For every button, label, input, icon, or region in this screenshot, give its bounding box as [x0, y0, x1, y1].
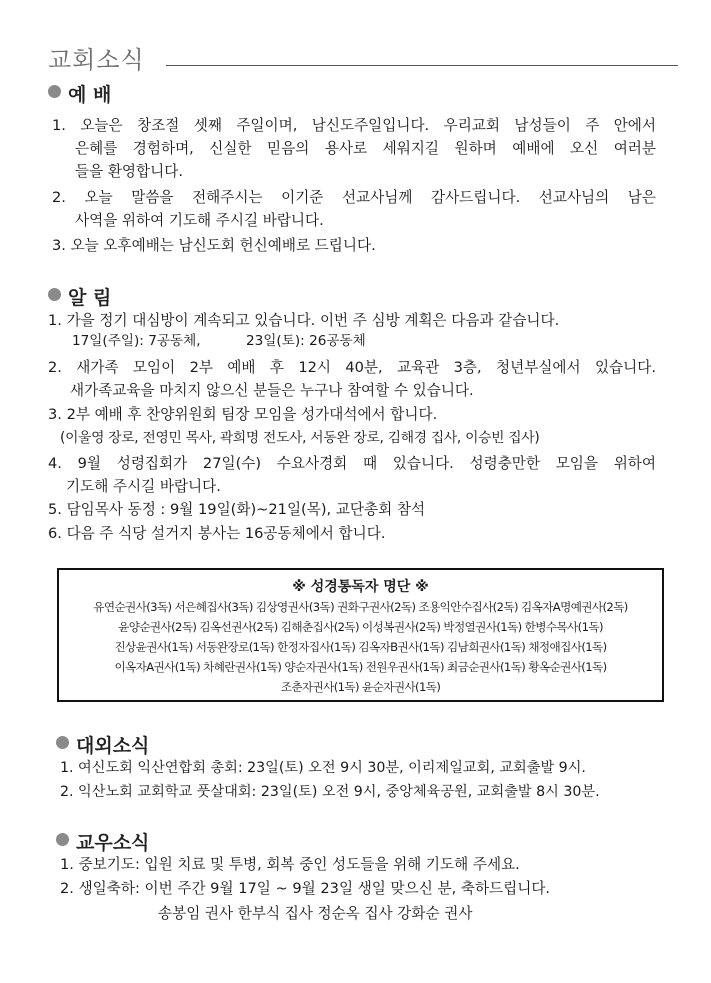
notice-item-2-line-2: 새가족교육을 마치지 않으신 분들은 누구나 참여할 수 있습니다. [70, 382, 474, 399]
bullet-icon [56, 833, 69, 846]
member-item-1: 1. 중보기도: 입원 치료 및 투병, 회복 중인 성도들을 위해 기도해 주세요. [60, 856, 520, 873]
member-item-2-line-1: 2. 생일축하: 이번 주간 9월 17일 ~ 9월 23일 생일 맞으신 분, 축하드립니다. [60, 880, 551, 897]
worship-item-1-line-2: 은혜를 경험하며, 신실한 믿음의 용사로 세워지길 원하며 예배에 오신 여러분 [75, 140, 656, 157]
section-title: 예 배 [68, 84, 112, 106]
notice-item-1-schedule-a: 17일(주일): 7공동체, [72, 333, 201, 349]
external-item-1: 1. 여신도회 익산연합회 총회: 23일(토) 오전 9시 30분, 이리제일교회, 교회출발 9시. [60, 760, 586, 776]
notice-item-4-line-2: 기도해 주시길 바랍니다. [66, 478, 221, 495]
notice-item-2-line-1: 2. 새가족 모임이 2부 예배 후 12시 40분, 교육관 3층, 청년부실에서 있습니다. [48, 359, 656, 376]
section-title: 알 림 [68, 287, 112, 309]
bullet-icon [48, 85, 61, 98]
readers-line-1: 유연순권사(3독) 서은혜집사(3독) 김상영권사(3독) 권화구권사(2독) 조용익안수집사(2독) 김옥자A명예권사(2독) [93, 600, 628, 614]
section-heading-announcements [48, 283, 111, 310]
section-title: 교우소식 [76, 832, 150, 854]
external-item-2: 2. 익산노회 교회학교 풋살대회: 23일(토) 오전 9시, 중앙체육공원, 교회출발 8시 30분. [60, 784, 600, 800]
header-divider [166, 65, 678, 66]
birthday-names: 송봉임 권사 한부식 집사 정순옥 집사 강화순 권사 [158, 905, 473, 922]
notice-item-1-line-1: 1. 가을 정기 대심방이 계속되고 있습니다. 이번 주 심방 계획은 다음과 같습니다. [48, 312, 560, 329]
page-header [48, 40, 678, 80]
readers-line-4: 이옥자A권사(1독) 차혜란권사(1독) 양순자권사(1독) 전원우권사(1독) 최금순권사(1독) 황옥순권사(1독) [114, 660, 607, 674]
notice-item-6: 6. 다음 주 식당 설거지 봉사는 16공동체에서 합니다. [48, 525, 386, 542]
bullet-icon [56, 736, 69, 749]
notice-item-1-schedule-b: 23일(토): 26공동체 [246, 333, 366, 349]
section-heading-external-news [56, 731, 149, 758]
section-heading-member-news [56, 828, 149, 855]
bible-readers-box [57, 568, 664, 702]
page-title: 교회소식 [48, 46, 145, 74]
worship-item-1-line-1: 1. 오늘은 창조절 셋째 주일이며, 남신도주일입니다. 우리교회 남성들이 주 안에서 [52, 117, 656, 134]
notice-item-3-line-1: 3. 2부 예배 후 찬양위원회 팀장 모임을 성가대석에서 합니다. [48, 406, 438, 423]
worship-item-3: 3. 오늘 오후예배는 남신도회 헌신예배로 드립니다. [52, 237, 376, 254]
bullet-icon [48, 288, 61, 301]
readers-line-5: 조춘자권사(1독) 윤순자권사(1독) [280, 680, 441, 694]
section-title: 대외소식 [76, 735, 150, 757]
readers-line-3: 진상윤권사(1독) 서동완장로(1독) 한정자집사(1독) 김옥자B권사(1독) 김남희권사(1독) 채정애집사(1독) [114, 640, 607, 654]
worship-item-1-line-3: 들을 환영합니다. [75, 163, 183, 180]
section-heading-worship [48, 80, 111, 107]
notice-item-4-line-1: 4. 9월 성령집회가 27일(수) 수요사경회 때 있습니다. 성령충만한 모임을 위하여 [48, 455, 656, 472]
worship-item-2-line-1: 2. 오늘 말씀을 전해주시는 이기준 선교사님께 감사드립니다. 선교사님의 남은 [52, 189, 656, 206]
worship-item-2-line-2: 사역을 위하여 기도해 주시길 바랍니다. [75, 212, 324, 229]
box-title: ※ 성경통독자 명단 ※ [292, 579, 429, 595]
readers-line-2: 윤양순권사(2독) 김옥선권사(2독) 김해춘집사(2독) 이성복권사(2독) 박정열권사(1독) 한병수목사(1독) [118, 620, 603, 634]
notice-item-5: 5. 담임목사 동정 : 9월 19일(화)~21일(목), 교단총회 참석 [48, 501, 426, 518]
notice-item-3-line-2: (이울영 장로, 전영민 목사, 곽희명 전도사, 서동완 장로, 김해경 집사, 이승빈 집사) [60, 430, 540, 446]
